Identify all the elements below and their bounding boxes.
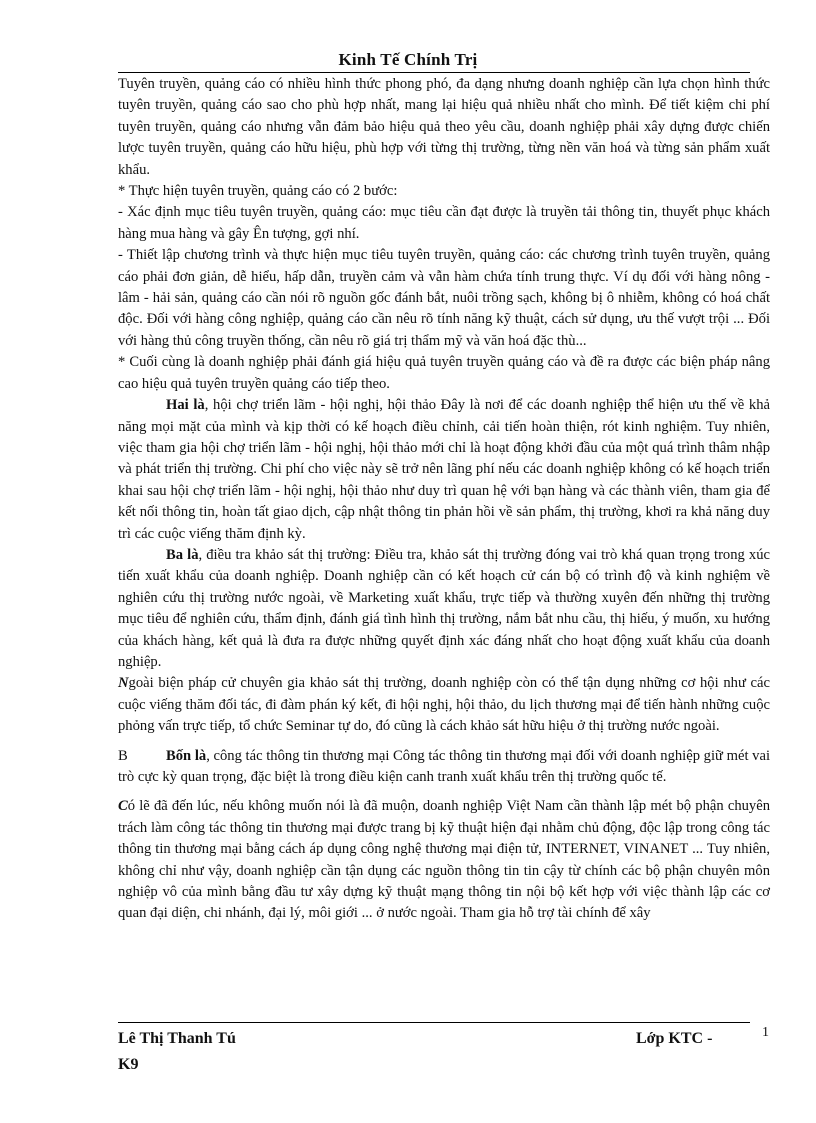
paragraph-evaluation: * Cuối cùng là doanh nghiệp phải đánh giá hiệu quả tuyên truyền quảng cáo và đề ra được các biện pháp nâng cao hiệu quả tuyên truyền quảng cáo tiếp theo. (118, 354, 770, 392)
paragraph-third-point (118, 545, 770, 673)
lead-fourth: Bốn là (166, 747, 207, 764)
text-second: , hội chợ triển lãm - hội nghị, hội thảo Đây là nơi để các doanh nghiệp thể hiện ưu thế về khả năng mọi mặt của mình và kịp thời có kế hoạch điều chỉnh, cải tiến hoàn thiện, rót kinh nghiệm. Tuy nhiên, việc tham gia hội chợ triển lãm - hội nghị, hội thảo mới chỉ là hoạt động khởi đầu của một quá trình thâm nhập và phát triển thị trường. Chi phí cho việc này sẽ trở nên lãng phí nếu các doanh nghiệp không có kế hoạch triển khai sau hội chợ triển lãm - hội nghị, hội thảo như duy trì quan hệ với bạn hàng và các thành viên, tham gia để kết nối thông tin, hoàn tất giao dịch, cập nhật thông tin phản hồi về sản phẩm, thị trường, khơi ra khả năng duy trì các cuộc viếng thăm định kỳ. (118, 397, 771, 542)
text-survey-other: goài biện pháp cử chuyên gia khảo sát thị trường, doanh nghiệp còn có thể tận dụng những cơ hội như các cuộc viếng thăm đối tác, đi đàm phán ký kết, đi hội nghị, hội thảo, du lịch thương mại để tiến hành những cuộc phỏng vấn trực tiếp, tổ chức Seminar tự do, đó cũng là cách khảo sát hữu hiệu ở thị trường nước ngoài. (118, 675, 770, 735)
header-divider (118, 72, 750, 73)
document-body (118, 74, 770, 925)
paragraph-fourth-point (118, 746, 770, 789)
footer-class: Lớp KTC - (636, 1030, 713, 1047)
paragraph-step-1: - Xác định mục tiêu tuyên truyền, quảng cáo: mục tiêu cần đạt được là truyền tải thông tin, thuyết phục khách hàng mua hàng và gây Ên tượng, gợi nhí. (118, 204, 770, 242)
lead-dropcap-c: C (118, 798, 128, 815)
paragraph-info-dept (118, 796, 770, 924)
paragraph-survey-other (118, 673, 770, 737)
text-third: , điều tra khảo sát thị trường: Điều tra, khảo sát thị trường đóng vai trò khá quan trọng trong xúc tiến xuất khẩu của doanh nghiệp. Doanh nghiệp cần có kết hoạch cử cán bộ có trình độ và kinh nghiệm về nghiên cứu thị trường nước ngoài, về Marketing xuất khẩu, trực tiếp và thường xuyên đến những thị trường mục tiêu để nghiên cứu, thẩm định, đánh giá tình hình thị trường, nắm bắt nhu cầu, thị hiếu, ý muốn, xu hướng của khách hàng, kết quả là đưa ra được những quyết định xác đáng nhất cho hoạt động xuất khẩu của doanh nghiệp. (118, 546, 771, 670)
footer-divider (118, 1022, 750, 1023)
marker-b: B (118, 747, 128, 764)
lead-second: Hai là (166, 397, 205, 414)
page-header-title: Kinh Tế Chính Trị (338, 50, 478, 69)
paragraph-second-point (118, 395, 770, 545)
text-info-dept: ó lẽ đã đến lúc, nếu không muốn nói là đã muộn, doanh nghiệp Việt Nam cần thành lập mét bộ phận chuyên trách làm công tác thông tin thương mại được trang bị kỹ thuật hiện đại nhằm chủ động, độc lập trong công tác thông tin thương mại bằng cách áp dụng công nghệ thương mại điện tử, INTERNET, VINANET ... Tuy nhiên, không chỉ như vậy, doanh nghiệp cần tận dụng các nguồn thông tin tin cậy từ chính các bộ phận chuyên môn nghiệp vô của mình bằng đầu tư xây dựng kỹ thuật mạng thông tin nội bộ kết hợp với việc thành lập các cơ quan đại diện, chi nhánh, đại lý, môi giới ... ở nước ngoài. Tham gia hỗ trợ tài chính để xây (118, 798, 770, 922)
footer-author: Lê Thị Thanh Tú (118, 1030, 236, 1047)
paragraph-intro: Tuyên truyền, quảng cáo có nhiều hình thức phong phó, đa dạng nhưng doanh nghiệp cần lựa chọn hình thức tuyên truyền, quảng cáo sao cho phù hợp nhất, mang lại hiệu quả nhiều nhất cho mình. Để tiết kiệm chi phí tuyên truyền, quảng cáo nhưng vẫn đảm bảo hiệu quả theo yêu cầu, doanh nghiệp phải xây dựng được chiến lược tuyên truyền, quảng cáo hữu hiệu, phù hợp với từng thị trường, từng nền văn hoá và từng sản phẩm xuất khẩu. (118, 76, 770, 178)
paragraph-steps-heading: * Thực hiện tuyên truyền, quảng cáo có 2 bước: (118, 183, 398, 200)
text-fourth: , công tác thông tin thương mại Công tác thông tin thương mại đối với doanh nghiệp giữ mét vai trò cực kỳ quan trọng, đặc biệt là trong điều kiện canh tranh xuất khẩu trên thị trường quốc tế. (118, 747, 770, 785)
footer-cohort: K9 (118, 1056, 139, 1073)
paragraph-step-2: - Thiết lập chương trình và thực hiện mục tiêu tuyên truyền, quảng cáo: các chương trình tuyên truyền, quảng cáo phải đơn giản, dễ hiểu, hấp dẫn, truyền cảm và vẫn hàm chứa tính trung thực. Ví dụ đối với hàng nông - lâm - hải sản, quảng cáo cần nói rõ nguồn gốc đánh bắt, nuôi trồng sạch, không bị ô nhiễm, không có hoá chất độc. Đối với hàng công nghiệp, quảng cáo cần nêu rõ tính năng kỹ thuật, cách sử dụng, ưu thế vượt trội ... Đối với hàng thủ công truyền thống, cần nêu rõ giá trị thẩm mỹ và văn hoá đặc thù... (118, 247, 770, 349)
page-number: 1 (762, 1025, 769, 1040)
lead-dropcap-n: N (118, 675, 129, 692)
lead-third: Ba là (166, 546, 199, 563)
